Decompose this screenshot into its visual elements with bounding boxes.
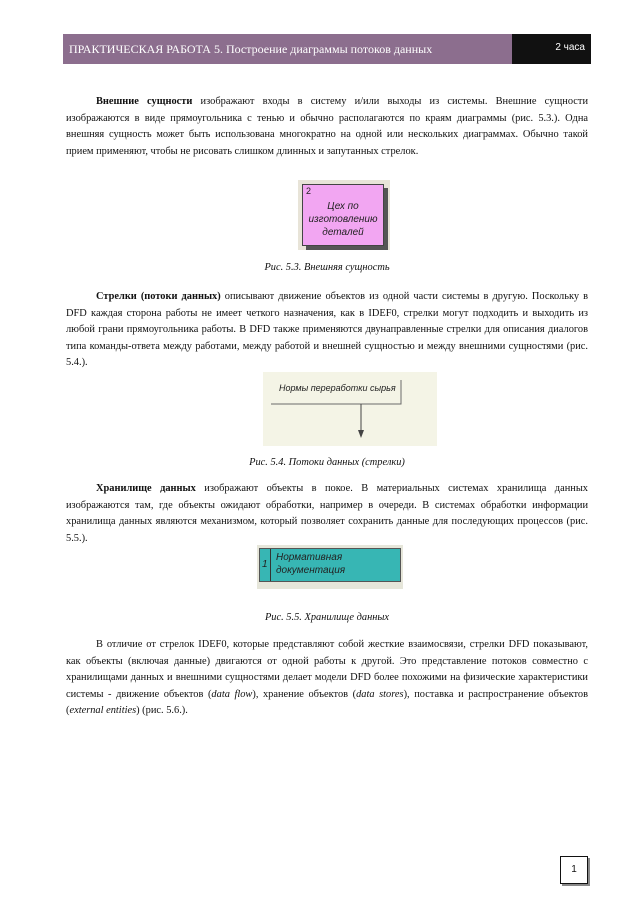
paragraph-text: изображают входы в систему и/или выходы из системы. Внешние сущности изображаются в виде прямоугольника с тенью и обычно располагаются по краям диаграммы (рис. 5.3.). Одна внешняя сущность может быть использована многократно на одной или нескольких диаграммах. Обычно такой прием применяют, чтобы не рисовать слишком длинных и запутанных стрелок. bbox=[66, 96, 589, 157]
header-title: ПРАКТИЧЕСКАЯ РАБОТА 5. Построение диаграммы потоков данных bbox=[63, 34, 512, 64]
paragraph-text: изображают объекты в покое. В материальных системах хранилища данных изображаются там, где объекты ожидают обработки, например в очереди. В системах обработки информации хранилища данных являются механизмом, который позволяет сохранить данные для последующих процессов (рис. 5.5.). bbox=[66, 483, 588, 544]
data-flow-label: Нормы переработки сырья bbox=[279, 383, 396, 393]
figure-data-store bbox=[257, 545, 403, 589]
entity-number: 2 bbox=[306, 186, 312, 196]
figure-external-entity bbox=[298, 180, 390, 250]
entity-label-line: изготовлению bbox=[308, 214, 378, 225]
entity-label bbox=[303, 200, 383, 239]
data-store-divider bbox=[270, 549, 271, 581]
term-data-flow: data flow bbox=[211, 688, 253, 700]
paragraph-text: описывают движение объектов из одной части системы в другую. Поскольку в DFD каждая сторона работы не имеет четкого назначения, как в IDEF0, стрелки могут подходить и выходить из любой грани прямоугольника работы. В DFD также применяются двунаправленные стрелки для описания диалогов типа команды-ответа между работами, между работой и внешней сущностью и между внешними сущностями (рис. 5.4.). bbox=[66, 291, 588, 368]
term-data-stores: Хранилище данных bbox=[96, 483, 196, 494]
store-label-line: документация bbox=[276, 565, 346, 576]
data-store-box bbox=[259, 548, 401, 582]
caption-fig-5-4: Рис. 5.4. Потоки данных (стрелки) bbox=[249, 457, 405, 468]
figure-data-flow bbox=[263, 372, 437, 446]
store-label bbox=[276, 551, 345, 577]
paragraph-external-entities bbox=[66, 94, 588, 160]
store-number: 1 bbox=[262, 559, 268, 570]
paragraph-text: ), поставка и распространение объектов ( bbox=[66, 688, 588, 716]
page-header bbox=[63, 34, 591, 64]
external-entity-box bbox=[302, 184, 384, 246]
term-arrows: Стрелки (потоки данных) bbox=[96, 291, 221, 302]
paragraph-data-stores bbox=[66, 481, 588, 547]
entity-label-line: Цех по bbox=[327, 201, 359, 212]
paragraph-text: ), хранение объектов ( bbox=[252, 688, 357, 700]
paragraph-dfd-comparison bbox=[66, 637, 588, 720]
header-hours: 2 часа bbox=[512, 34, 591, 64]
term-external-entities-en: external entities bbox=[69, 705, 137, 716]
caption-fig-5-3: Рис. 5.3. Внешняя сущность bbox=[264, 262, 390, 273]
caption-fig-5-5: Рис. 5.5. Хранилище данных bbox=[264, 612, 390, 623]
page-number: 1 bbox=[560, 856, 588, 884]
term-data-stores-en: data stores bbox=[356, 688, 404, 700]
term-external-entities: Внешние сущности bbox=[96, 96, 193, 107]
paragraph-text: В отличие от стрелок IDEF0, которые представляют собой жесткие взаимосвязи, стрелки DFD показывают, как объекты (включая данные) двигаются от одной работы к другой. Это представление потоков совместно с хранилищами данных и внешними сущностями делает модели DFD более похожими на физические характеристики системы - движение объектов ( bbox=[66, 639, 588, 700]
paragraph-arrows bbox=[66, 289, 588, 372]
entity-label-line: деталей bbox=[322, 227, 364, 238]
store-label-line: Нормативная bbox=[276, 552, 343, 563]
paragraph-text: ) (рис. 5.6.). bbox=[136, 705, 188, 716]
